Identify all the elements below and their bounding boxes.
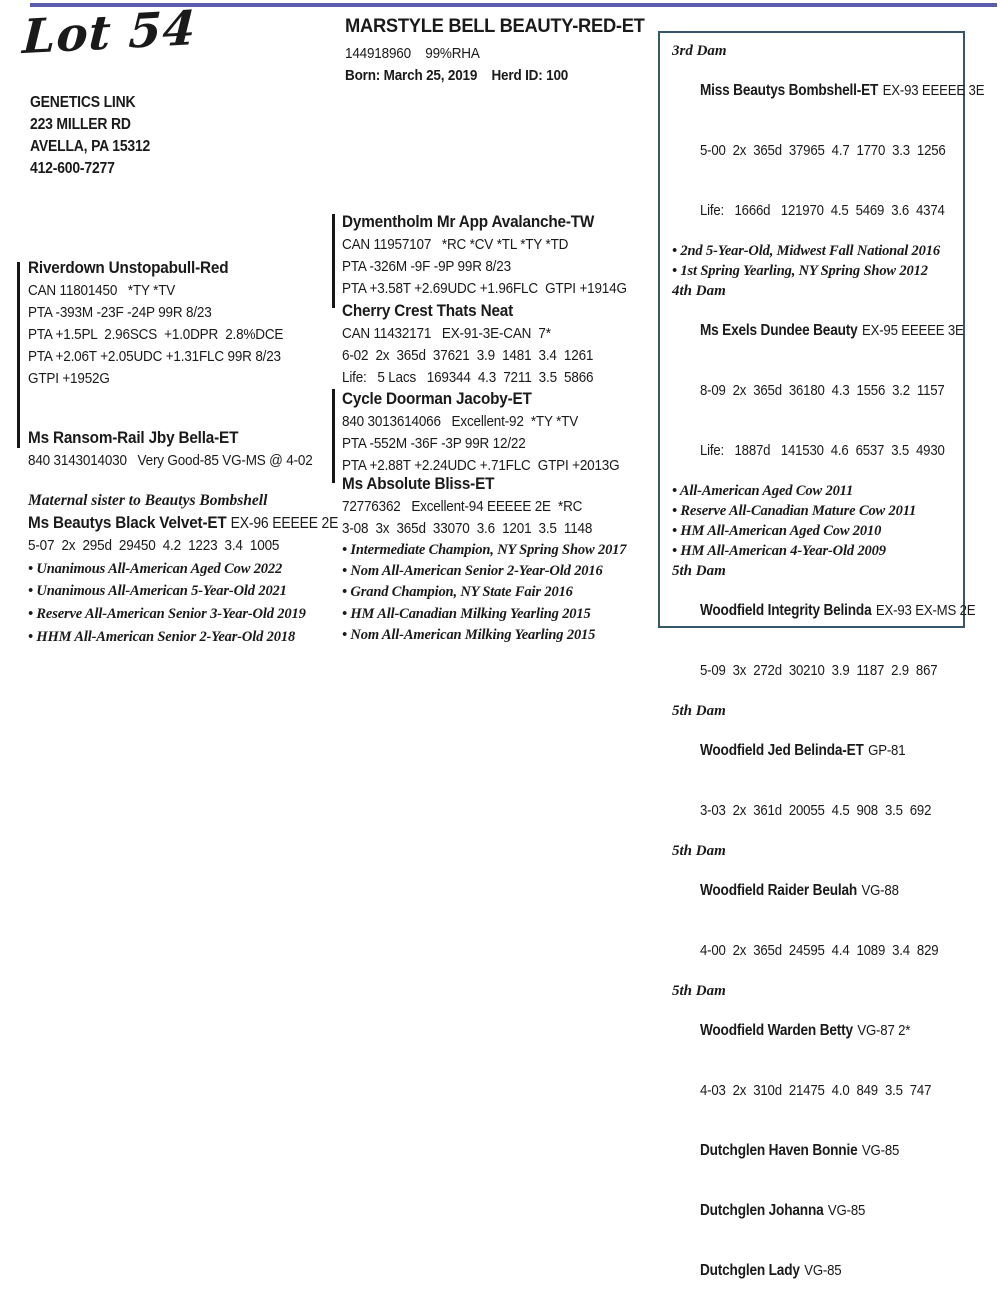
dam-history-line xyxy=(672,1241,918,1301)
award-line: • Grand Champion, NY State Fair 2016 xyxy=(342,584,573,601)
dam-history-score: VG-85 xyxy=(827,1202,866,1219)
dam-block xyxy=(28,426,344,472)
dam-history-score: EX-95 EEEEE 3E xyxy=(861,322,964,339)
pedigree-data-line: PTA -552M -36F -3P 99R 12/22 xyxy=(342,435,526,452)
animal-name: MARSTYLE BELL BEAUTY-RED-ET xyxy=(345,15,645,37)
dam-history-line: 4-00 2x 365d 24595 4.4 1089 3.4 829 xyxy=(699,942,939,959)
dam-history-name: Dutchglen Lady xyxy=(699,1262,800,1279)
dam-history-line: 5-09 3x 272d 30210 3.9 1187 2.9 867 xyxy=(699,662,938,679)
award-line: • Nom All-American Senior 2-Year-Old 2016 xyxy=(342,563,603,580)
pedigree-data-line: PTA +3.58T +2.69UDC +1.96FLC GTPI +1914G xyxy=(342,280,627,297)
dam-lines xyxy=(28,450,344,472)
award-line: • HM All-Canadian Milking Yearling 2015 xyxy=(342,605,591,622)
sire-lines xyxy=(28,280,312,390)
dam-history-score: VG-88 xyxy=(861,882,899,899)
sire-dam-name: Cherry Crest Thats Neat xyxy=(342,301,514,320)
animal-born-herd: Born: March 25, 2019 Herd ID: 100 xyxy=(345,67,569,84)
pedigree-data-line: PTA +2.88T +2.24UDC +.71FLC GTPI +2013G xyxy=(342,457,620,474)
dam-history-line: 5-00 2x 365d 37965 4.7 1770 3.3 1256 xyxy=(699,142,946,159)
dam-sire-name: Cycle Doorman Jacoby-ET xyxy=(342,389,532,408)
sire-sire-block xyxy=(342,210,658,300)
dam-history-score: VG-85 xyxy=(861,1142,900,1159)
dam-history-name: Miss Beautys Bombshell-ET xyxy=(699,82,879,99)
dam-history-score: EX-93 EEEEE 3E xyxy=(882,82,985,99)
dam-history-score: GP-81 xyxy=(868,742,906,759)
pedigree-data-line: 6-02 2x 365d 37621 3.9 1481 3.4 1261 xyxy=(342,347,594,364)
maternal-sister-score: EX-96 EEEEE 2E xyxy=(230,515,339,532)
maternal-sister-note: Maternal sister to Beautys Bombshell xyxy=(28,492,268,509)
sire-sire-name: Dymentholm Mr App Avalanche-TW xyxy=(342,212,595,231)
dam-history-line xyxy=(672,861,918,921)
pedigree-data-line: PTA -393M -23F -24P 99R 8/23 xyxy=(28,304,212,321)
dam-history-line: • Reserve All-Canadian Mature Cow 2011 xyxy=(672,503,917,519)
pedigree-data-line: CAN 11801450 *TY *TV xyxy=(28,282,176,299)
dam-history-name: Dutchglen Johanna xyxy=(699,1202,824,1219)
dam-history-line xyxy=(672,1001,918,1061)
sire-dam-lines xyxy=(342,323,621,389)
dam-history-line: • All-American Aged Cow 2011 xyxy=(672,483,854,499)
pedigree-data-line: Life: 5 Lacs 169344 4.3 7211 3.5 5866 xyxy=(342,369,594,386)
dam-history-box xyxy=(658,31,985,1279)
dam-history-line: 5th Dam xyxy=(672,983,726,999)
pedigree-data-line: 840 3013614066 Excellent-92 *TY *TV xyxy=(342,413,579,430)
maternal-sister-name: Ms Beautys Black Velvet-ET EX-96 EEEEE 2E xyxy=(28,513,339,532)
pedigree-data-line: PTA -326M -9F -9P 99R 8/23 xyxy=(342,258,511,275)
dam-history-line xyxy=(672,1181,918,1241)
pedigree-data-line: 72776362 Excellent-94 EEEEE 2E *RC xyxy=(342,498,583,515)
pedigree-bracket-parents xyxy=(17,262,20,448)
maternal-sister-record: 5-07 2x 295d 29450 4.2 1223 3.4 1005 xyxy=(28,537,280,554)
dam-dam-lines xyxy=(342,496,626,540)
dam-history-line: 5th Dam xyxy=(672,843,726,859)
dam-history-name: Woodfield Raider Beulah xyxy=(699,882,858,899)
dam-history-score: VG-87 2* xyxy=(857,1022,911,1039)
sire-name: Riverdown Unstopabull-Red xyxy=(28,258,229,277)
dam-dam-name: Ms Absolute Bliss-ET xyxy=(342,474,495,493)
pedigree-data-line: 3-08 3x 365d 33070 3.6 1201 3.5 1148 xyxy=(342,520,593,537)
maternal-sister-block xyxy=(28,490,373,649)
dam-history-score: VG-85 xyxy=(804,1262,842,1279)
dam-history-line: 8-09 2x 365d 36180 4.3 1556 3.2 1157 xyxy=(699,382,945,399)
consignor-line: 223 MILLER RD xyxy=(30,116,131,133)
dam-sire-block xyxy=(342,387,650,477)
dam-history-line xyxy=(672,61,985,121)
consignor-block xyxy=(30,92,163,180)
sire-block xyxy=(28,256,312,390)
animal-header xyxy=(345,15,664,84)
dam-name: Ms Ransom-Rail Jby Bella-ET xyxy=(28,428,239,447)
award-line: • Intermediate Champion, NY Spring Show 2017 xyxy=(342,542,627,558)
dam-history-line: Life: 1887d 141530 4.6 6537 3.5 4930 xyxy=(699,442,945,459)
dam-history-line: 3-03 2x 361d 20055 4.5 908 3.5 692 xyxy=(699,802,932,819)
dam-history-line: 5th Dam xyxy=(672,563,726,579)
pedigree-data-line: PTA +2.06T +2.05UDC +1.31FLC 99R 8/23 xyxy=(28,348,281,365)
dam-history-line: • 2nd 5-Year-Old, Midwest Fall National 2016 xyxy=(672,243,940,259)
pedigree-data-line: PTA +1.5PL 2.96SCS +1.0DPR 2.8%DCE xyxy=(28,326,284,343)
award-line: • Unanimous All-American Aged Cow 2022 xyxy=(28,560,283,577)
award-line: • HHM All-American Senior 2-Year-Old 2018 xyxy=(28,628,296,645)
consignor-line: 412-600-7277 xyxy=(30,160,115,177)
dam-history-name: Ms Exels Dundee Beauty xyxy=(699,322,858,339)
dam-history-line: 3rd Dam xyxy=(672,43,727,59)
maternal-sister-awards xyxy=(28,558,373,649)
dam-history-line: • HM All-American 4-Year-Old 2009 xyxy=(672,543,886,559)
pedigree-data-line: 840 3143014030 Very Good-85 VG-MS @ 4-02 xyxy=(28,452,313,469)
dam-history-line xyxy=(672,301,964,361)
dam-history-line xyxy=(672,1121,918,1181)
dam-sire-lines xyxy=(342,411,650,477)
pedigree-data-line: CAN 11957107 *RC *CV *TL *TY *TD xyxy=(342,236,569,253)
dam-history-line xyxy=(672,721,918,781)
dam-history-name: Woodfield Warden Betty xyxy=(699,1022,853,1039)
dam-dam-block xyxy=(342,472,626,646)
consignor-line: AVELLA, PA 15312 xyxy=(30,138,151,155)
dam-dam-awards xyxy=(342,540,626,646)
dam-history-line: 4th Dam xyxy=(672,283,726,299)
sire-sire-lines xyxy=(342,234,658,300)
sire-dam-block xyxy=(342,299,621,389)
animal-registration: 144918960 99%RHA xyxy=(345,45,480,62)
award-line: • Unanimous All-American 5-Year-Old 2021 xyxy=(28,583,287,600)
dam-history-name: Dutchglen Haven Bonnie xyxy=(699,1142,858,1159)
dam-history-score: EX-93 EX-MS 2E xyxy=(875,602,976,619)
dam-history-line: Life: 1666d 121970 4.5 5469 3.6 4374 xyxy=(699,202,945,219)
consignor-line: GENETICS LINK xyxy=(30,94,136,111)
dam-history-line xyxy=(672,581,976,641)
pedigree-data-line: CAN 11432171 EX-91-3E-CAN 7* xyxy=(342,325,551,342)
pedigree-data-line: GTPI +1952G xyxy=(28,370,110,387)
dam-history-line: 4-03 2x 310d 21475 4.0 849 3.5 747 xyxy=(699,1082,932,1099)
dam-history-name: Woodfield Jed Belinda-ET xyxy=(699,742,864,759)
dam-history-line: • HM All-American Aged Cow 2010 xyxy=(672,523,882,539)
dam-history-line: • 1st Spring Yearling, NY Spring Show 2012 xyxy=(672,263,928,279)
award-line: • Nom All-American Milking Yearling 2015 xyxy=(342,626,596,643)
dam-history-line: 5th Dam xyxy=(672,703,726,719)
pedigree-bracket-sire-side xyxy=(332,214,335,308)
award-line: • Reserve All-American Senior 3-Year-Old 2019 xyxy=(28,606,306,623)
dam-history-name: Woodfield Integrity Belinda xyxy=(699,602,872,619)
lot-number: Lot 54 xyxy=(21,0,198,66)
